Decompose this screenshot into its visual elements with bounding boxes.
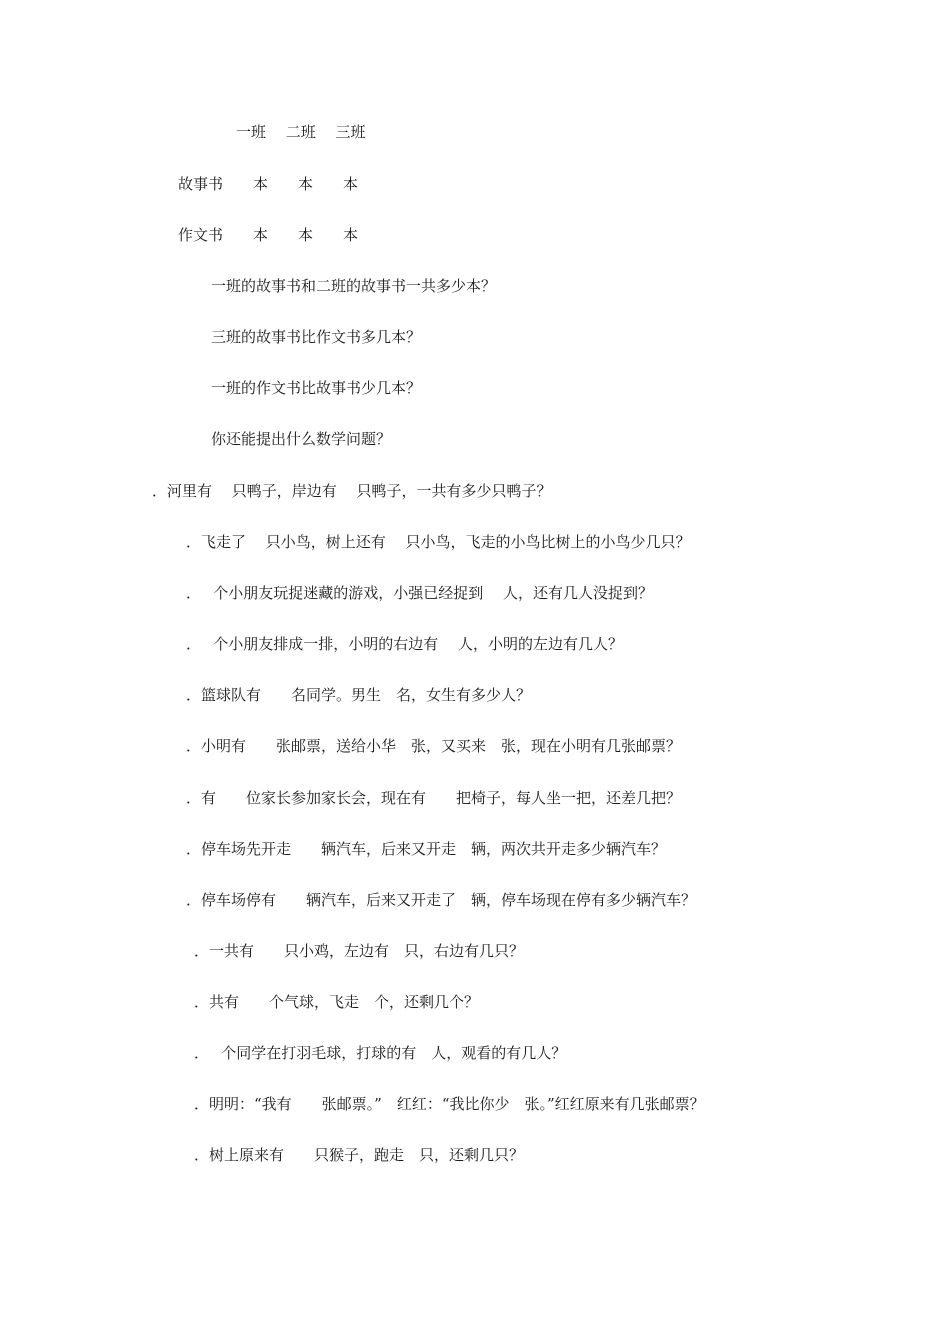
problem-3: ． 个小朋友玩捉迷藏的游戏，小强已经捉到 人，还有几人没捉到？ [186, 584, 654, 602]
problem-6: ．小明有 张邮票，送给小华 张，又买来 张，现在小明有几张邮票？ [186, 737, 682, 755]
table-row-story-books: 故事书 本 本 本 [178, 175, 359, 193]
problem-12: ． 个同学在打羽毛球，打球的有 人，观看的有几人？ [194, 1044, 567, 1062]
problem-10: ．一共有 只小鸡，左边有 只，右边有几只？ [194, 942, 525, 960]
problem-5: ．篮球队有 名同学。男生 名，女生有多少人？ [186, 686, 532, 704]
question-4: 你还能提出什么数学问题？ [211, 430, 392, 448]
problem-2: ．飞走了 只小鸟，树上还有 只小鸟，飞走的小鸟比树上的小鸟少几只？ [186, 533, 691, 551]
table-row-composition-books: 作文书 本 本 本 [178, 226, 359, 244]
problem-14: ．树上原来有 只猴子，跑走 只，还剩几只？ [194, 1146, 525, 1164]
problem-11: ．共有 个气球，飞走 个，还剩几个？ [194, 993, 480, 1011]
table-header: 一班 二班 三班 [236, 123, 366, 141]
problem-13: ．明明：“我有 张邮票。” 红红：“我比你少 张。”红红原来有几张邮票？ [194, 1095, 705, 1113]
question-2: 三班的故事书比作文书多几本？ [211, 328, 422, 346]
problem-9: ．停车场停有 辆汽车，后来又开走了 辆，停车场现在停有多少辆汽车？ [186, 891, 697, 909]
question-1: 一班的故事书和二班的故事书一共多少本？ [211, 277, 497, 295]
question-3: 一班的作文书比故事书少几本？ [211, 379, 422, 397]
problem-1: ．河里有 只鸭子，岸边有 只鸭子，一共有多少只鸭子？ [152, 482, 552, 500]
problem-4: ． 个小朋友排成一排，小明的右边有 人，小明的左边有几人？ [186, 635, 624, 653]
problem-7: ．有 位家长参加家长会，现在有 把椅子，每人坐一把，还差几把？ [186, 789, 682, 807]
problem-8: ．停车场先开走 辆汽车，后来又开走 辆，两次共开走多少辆汽车？ [186, 840, 667, 858]
